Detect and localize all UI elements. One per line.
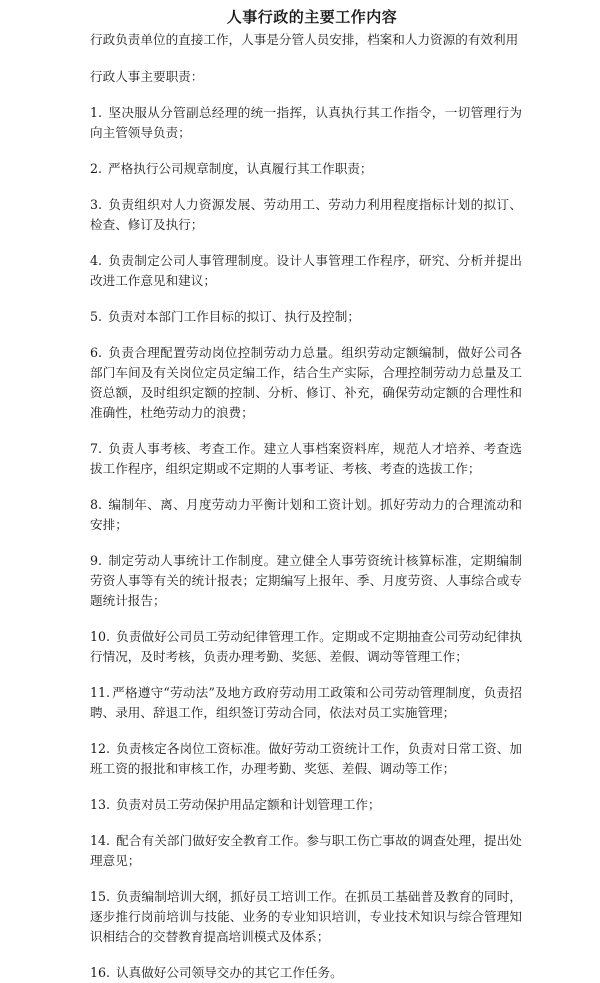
duty-text: 配合有关部门做好安全教育工作。参与职工伤亡事故的调查处理，提出处理意见； bbox=[90, 833, 523, 868]
duty-number: 9. bbox=[90, 553, 103, 568]
duty-text: 负责对本部门工作目标的拟订、执行及控制； bbox=[108, 309, 360, 324]
duty-number: 6. bbox=[90, 345, 103, 360]
duty-item bbox=[90, 963, 522, 983]
duties-list bbox=[90, 103, 522, 983]
duty-text: 负责制定公司人事管理制度。设计人事管理工作程序，研究、分析并提出改进工作意见和建议； bbox=[90, 253, 523, 288]
duty-item bbox=[90, 159, 522, 179]
duty-text: 严格执行公司规章制度，认真履行其工作职责； bbox=[108, 161, 373, 176]
duty-text: 严格遵守“劳动法”及地方政府劳动用工政策和公司劳动管理制度，负责招聘、录用、辞退工作，组织签订劳动合同，依法对员工实施管理； bbox=[90, 685, 522, 720]
duty-item bbox=[90, 251, 522, 291]
duty-item bbox=[90, 439, 522, 479]
duty-number: 12. bbox=[90, 741, 111, 756]
duty-item bbox=[90, 795, 522, 815]
duty-text: 负责合理配置劳动岗位控制劳动力总量。组织劳动定额编制，做好公司各部门车间及有关岗位定员定编工作，结合生产实际，合理控制劳动力总量及工资总额，及时组织定额的控制、分析、修订、补充，确保劳动定额的合理性和准确性，杜绝劳动力的浪费； bbox=[90, 345, 523, 420]
duty-item bbox=[90, 495, 522, 535]
duty-number: 2. bbox=[90, 161, 103, 176]
duty-text: 负责组织对人力资源发展、劳动用工、劳动力利用程度指标计划的拟订、检查、修订及执行； bbox=[90, 197, 523, 232]
duty-number: 1. bbox=[90, 105, 103, 120]
duty-text: 负责编制培训大纲，抓好员工培训工作。在抓员工基础普及教育的同时，逐步推行岗前培训与技能、业务的专业知识培训，专业技术知识与综合管理知识相结合的交替教育提高培训模式及体系； bbox=[90, 889, 523, 944]
duty-number: 11. bbox=[90, 685, 111, 700]
duty-item bbox=[90, 103, 522, 143]
duty-item bbox=[90, 831, 522, 871]
duty-number: 7. bbox=[90, 441, 103, 456]
duty-number: 5. bbox=[90, 309, 103, 324]
duty-text: 坚决服从分管副总经理的统一指挥，认真执行其工作指令，一切管理行为向主管领导负责； bbox=[90, 105, 523, 140]
duty-text: 负责人事考核、考查工作。建立人事档案资料库，规范人才培养、考查选拔工作程序，组织定期或不定期的人事考证、考核、考查的选拔工作； bbox=[90, 441, 523, 476]
duty-item bbox=[90, 551, 522, 611]
duty-item bbox=[90, 343, 522, 423]
duty-text: 制定劳动人事统计工作制度。建立健全人事劳资统计核算标准，定期编制劳资人事等有关的统计报表；定期编写上报年、季、月度劳资、人事综合或专题统计报告； bbox=[90, 553, 523, 608]
duty-number: 3. bbox=[90, 197, 103, 212]
intro-paragraph: 行政负责单位的直接工作，人事是分管人员安排，档案和人力资源的有效利用 bbox=[90, 32, 519, 47]
duty-number: 8. bbox=[90, 497, 103, 512]
duty-item bbox=[90, 307, 522, 327]
duties-subheading: 行政人事主要职责： bbox=[90, 69, 204, 84]
duty-text: 编制年、离、月度劳动力平衡计划和工资计划。抓好劳动力的合理流动和安排； bbox=[90, 497, 523, 532]
duty-item bbox=[90, 627, 522, 667]
duty-text: 负责对员工劳动保护用品定额和计划管理工作； bbox=[116, 797, 381, 812]
duty-number: 10. bbox=[90, 629, 111, 644]
duty-number: 4. bbox=[90, 253, 103, 268]
duty-text: 负责做好公司员工劳动纪律管理工作。定期或不定期抽查公司劳动纪律执行情况，及时考核，负责办理考勤、奖惩、差假、调动等管理工作； bbox=[90, 629, 523, 664]
duty-number: 15. bbox=[90, 889, 111, 904]
duty-number: 13. bbox=[90, 797, 111, 812]
page-title: 人事行政的主要工作内容 bbox=[226, 8, 398, 26]
duty-text: 负责核定各岗位工资标准。做好劳动工资统计工作，负责对日常工资、加班工资的报批和审核工作，办理考勤、奖惩、差假、调动等工作； bbox=[90, 741, 523, 776]
duty-item bbox=[90, 683, 522, 723]
duty-number: 14. bbox=[90, 833, 111, 848]
duty-item bbox=[90, 887, 522, 947]
duty-item bbox=[90, 739, 522, 779]
duty-item bbox=[90, 195, 522, 235]
duty-text: 认真做好公司领导交办的其它工作任务。 bbox=[116, 965, 343, 980]
duty-number: 16. bbox=[90, 965, 111, 980]
